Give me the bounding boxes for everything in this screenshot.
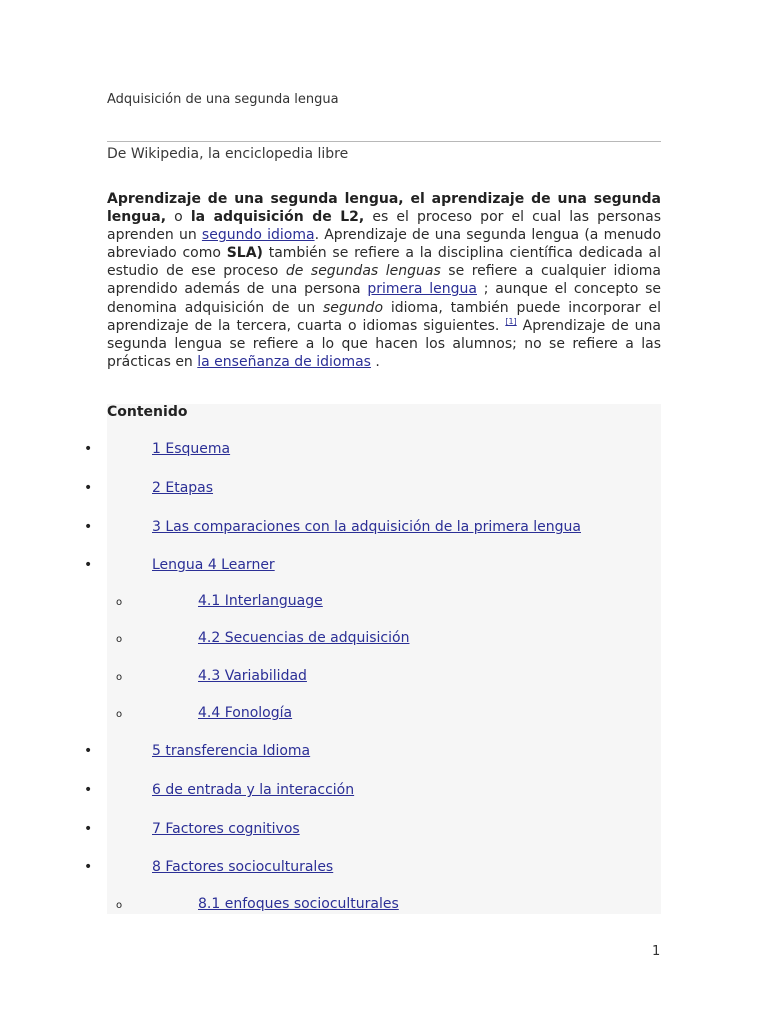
toc-item-lengua-learner[interactable]: Lengua 4 Learner	[152, 557, 275, 573]
intro-paragraph	[107, 190, 661, 371]
toc-item-transferencia[interactable]: 5 transferencia Idioma	[152, 743, 311, 759]
intro-bold-sla: SLA)	[226, 245, 263, 262]
intro-italic: de segundas lenguas	[285, 263, 441, 280]
intro-bold-term: Aprendizaje de una segunda lengua, el aprendizaje de una segunda lengua,	[107, 191, 661, 226]
intro-text: idioma, también puede incorporar el aprendizaje de la tercera, cuarta o idiomas siguientes.	[107, 299, 661, 334]
toc-bullet: •	[84, 519, 93, 535]
toc-bullet: •	[84, 441, 93, 457]
toc-item-comparaciones[interactable]: 3 Las comparaciones con la adquisición de la primera lengua	[152, 519, 581, 535]
toc-sub-bullet: o	[116, 672, 123, 683]
toc-item-variabilidad[interactable]: 4.3 Variabilidad	[198, 668, 307, 684]
toc-item-esquema[interactable]: 1 Esquema	[152, 441, 231, 457]
intro-text: se refiere a cualquier idioma aprendido además de una persona	[107, 263, 661, 298]
toc-sub-bullet: o	[116, 900, 123, 911]
intro-italic: segundo	[323, 299, 384, 316]
intro-text: es el proceso por el cual las personas aprenden un	[107, 209, 662, 244]
intro-text: ; aunque el concepto se denomina adquisición de un	[107, 281, 661, 316]
document-title: Adquisición de una segunda lengua	[107, 92, 339, 107]
toc-bullet: •	[84, 859, 93, 875]
link-primera-lengua[interactable]: primera lengua	[367, 281, 477, 298]
toc-bullet: •	[84, 782, 93, 798]
toc-item-secuencias[interactable]: 4.2 Secuencias de adquisición	[198, 630, 410, 646]
intro-text: Aprendizaje de una segunda lengua se refiere a lo que hacen los alumnos; no se refiere a las prácticas en	[107, 317, 661, 370]
reference-link[interactable]: [1]	[505, 316, 517, 326]
intro-text: también se refiere a la disciplina científica dedicada al estudio de ese proceso	[107, 245, 661, 280]
page-number: 1	[652, 944, 661, 959]
title-divider	[107, 141, 661, 142]
intro-text: . Aprendizaje de una segunda lengua (a menudo abreviado como	[107, 227, 662, 262]
toc-item-interlanguage[interactable]: 4.1 Interlanguage	[198, 593, 323, 609]
toc-sub-bullet: o	[116, 597, 123, 608]
toc-bullet: •	[84, 557, 93, 573]
toc-bullet: •	[84, 480, 93, 496]
toc-bullet: •	[84, 821, 93, 837]
toc-item-enfoques-socioculturales[interactable]: 8.1 enfoques socioculturales	[198, 896, 399, 912]
toc-item-factores-cognitivos[interactable]: 7 Factores cognitivos	[152, 821, 300, 837]
link-ensenanza-idiomas[interactable]: la enseñanza de idiomas	[197, 353, 371, 370]
intro-bold-l2: la adquisición de L2,	[190, 209, 365, 226]
toc-item-entrada-interaccion[interactable]: 6 de entrada y la interacción	[152, 782, 355, 798]
document-subtitle: De Wikipedia, la enciclopedia libre	[107, 146, 349, 162]
intro-text: o	[166, 209, 191, 226]
link-segundo-idioma[interactable]: segundo idioma	[201, 227, 315, 244]
toc-sub-bullet: o	[116, 709, 123, 720]
toc-title: Contenido	[107, 404, 188, 420]
intro-text: .	[370, 353, 380, 370]
toc-sub-bullet: o	[116, 634, 123, 645]
toc-item-fonologia[interactable]: 4.4 Fonología	[198, 705, 293, 721]
toc-item-etapas[interactable]: 2 Etapas	[152, 480, 214, 496]
toc-bullet: •	[84, 743, 93, 759]
toc-item-factores-socioculturales[interactable]: 8 Factores socioculturales	[152, 859, 334, 875]
